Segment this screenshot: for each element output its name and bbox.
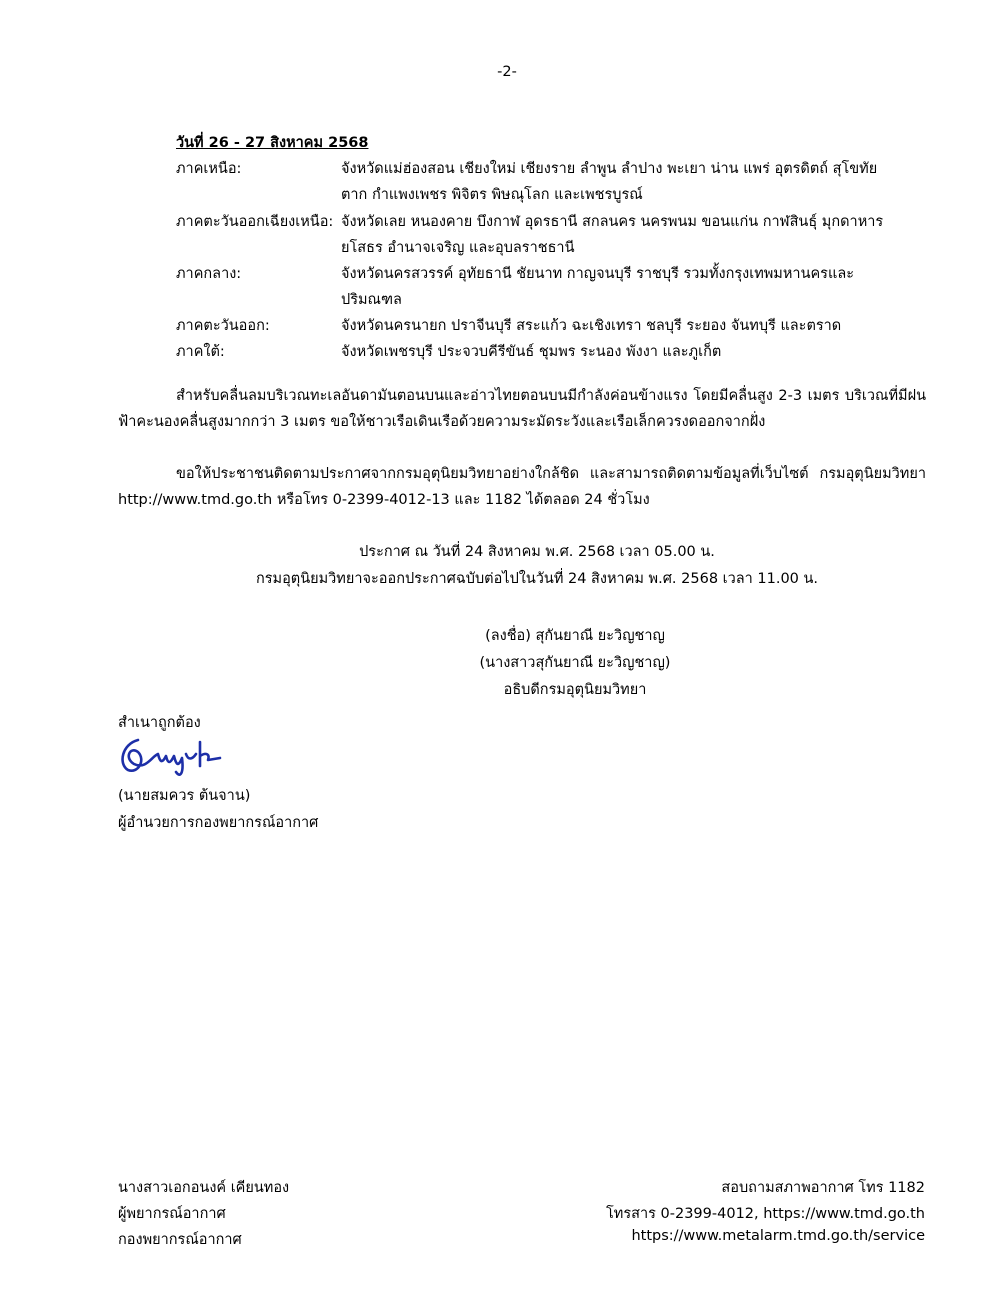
region-central-label: ภาคกลาง: (176, 266, 242, 282)
announced-line: ประกาศ ณ วันที่ 24 สิงหาคม พ.ศ. 2568 เวลา 05.00 น. (359, 544, 715, 560)
region-south-label: ภาคใต้: (176, 344, 225, 360)
footer-division: กองพยากรณ์อากาศ (118, 1232, 242, 1248)
certified-label: สำเนาถูกต้อง (118, 715, 201, 731)
certified-name: (นายสมควร ต้นจาน) (118, 788, 251, 804)
region-north-line-1: จังหวัดแม่ฮ่องสอน เชียงใหม่ เชียงราย ลำพูน ลำปาง พะเยา น่าน แพร่ อุตรดิตถ์ สุโขทัย (341, 161, 878, 177)
region-south-line-1: จังหวัดเพชรบุรี ประจวบคีรีขันธ์ ชุมพร ระนอง พังงา และภูเก็ต (341, 344, 722, 360)
signer-signed: (ลงชื่อ) สุกันยาณี ยะวิญชาญ (485, 628, 665, 644)
wave-paragraph: สำหรับคลื่นลมบริเวณทะเลอันดามันตอนบนและอ่าวไทยตอนบนมีกำลังค่อนข้างแรง โดยมีคลื่นสูง 2-3 เมตร บริเวณที่มีฝนฟ้าคะนองคลื่นสูงมากกว่า 3 เมตร ขอให้ชาวเรือเดินเรือด้วยความระมัดระวังและเรือเล็กควรงดออกจากฝั่ง (118, 388, 926, 430)
footer-fax-website[interactable]: โทรสาร 0-2399-4012, https://www.tmd.go.th (606, 1206, 925, 1222)
region-central-line-1: จังหวัดนครสวรรค์ อุทัยธานี ชัยนาท กาญจนบุรี ราชบุรี รวมทั้งกรุงเทพมหานครและ (341, 266, 854, 282)
region-northeast-line-1: จังหวัดเลย หนองคาย บึงกาฬ อุดรธานี สกลนคร นครพนม ขอนแก่น กาฬสินธุ์ มุกดาหาร (341, 214, 884, 230)
next-issue-line: กรมอุตุนิยมวิทยาจะออกประกาศฉบับต่อไปในวันที่ 24 สิงหาคม พ.ศ. 2568 เวลา 11.00 น. (255, 571, 819, 587)
footer-metalarm-link[interactable]: https://www.metalarm.tmd.go.th/service (631, 1228, 925, 1244)
footer-phone: สอบถามสภาพอากาศ โทร 1182 (721, 1180, 925, 1196)
certified-title: ผู้อำนวยการกองพยากรณ์อากาศ (118, 815, 319, 831)
region-north-label: ภาคเหนือ: (176, 161, 242, 177)
footer-forecaster-title: ผู้พยากรณ์อากาศ (118, 1206, 226, 1222)
region-northeast-label: ภาคตะวันออกเฉียงเหนือ: (176, 214, 334, 230)
region-east-label: ภาคตะวันออก: (176, 318, 270, 334)
handwritten-signature (116, 734, 226, 778)
region-central-line-2: ปริมณฑล (341, 292, 402, 308)
signer-name: (นางสาวสุกันยาณี ยะวิญชาญ) (479, 655, 671, 671)
region-east-line-1: จังหวัดนครนายก ปราจีนบุรี สระแก้ว ฉะเชิงเทรา ชลบุรี ระยอง จันทบุรี และตราด (341, 318, 842, 334)
region-northeast-line-2: ยโสธร อำนาจเจริญ และอุบลราชธานี (341, 240, 575, 256)
footer-forecaster-name: นางสาวเอกอนงค์ เคียนทอง (118, 1180, 290, 1196)
page-number: -2- (497, 64, 517, 80)
signer-title: อธิบดีกรมอุตุนิยมวิทยา (503, 682, 647, 698)
region-north-line-2: ตาก กำแพงเพชร พิจิตร พิษณุโลก และเพชรบูรณ์ (341, 187, 643, 203)
date-heading: วันที่ 26 - 27 สิงหาคม 2568 (176, 135, 369, 151)
follow-paragraph: ขอให้ประชาชนติดตามประกาศจากกรมอุตุนิยมวิทยาอย่างใกล้ชิด และสามารถติดตามข้อมูลที่เว็บไซต์ กรมอุตุนิยมวิทยา http://www.tmd.go.th หรือโทร 0-2399-4012-13 และ 1182 ได้ตลอด 24 ชั่วโมง (118, 466, 926, 508)
